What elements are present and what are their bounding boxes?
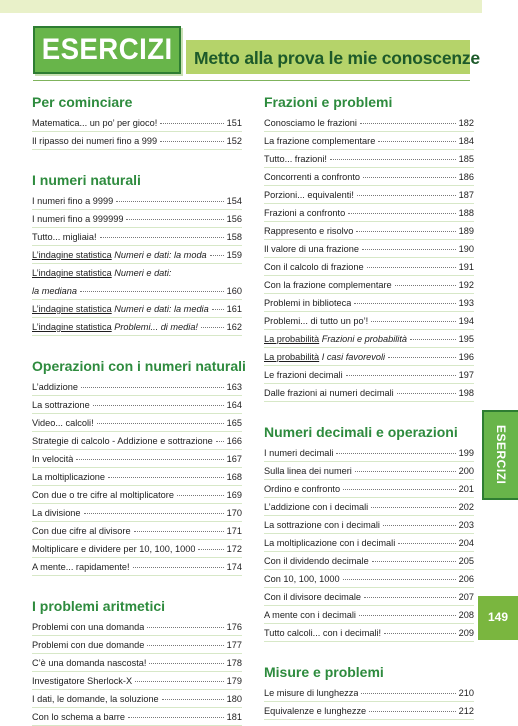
toc-entry-category: L’indagine statistica (32, 268, 112, 278)
page-number-badge (478, 596, 518, 640)
toc-entry-label: Problemi con una domanda (32, 622, 145, 632)
toc-entry-page: 194 (458, 316, 474, 326)
toc-entry-page: 164 (226, 400, 242, 410)
leader-dots (128, 717, 224, 718)
toc-entry-page: 189 (458, 226, 474, 236)
toc-entry-label (32, 264, 171, 282)
leader-dots (162, 699, 224, 700)
toc-entry[interactable] (264, 624, 474, 642)
leader-dots (356, 231, 455, 232)
toc-entry-category: L’indagine statistica (32, 304, 112, 314)
leader-dots (116, 201, 223, 202)
toc-entry-page: 158 (226, 232, 242, 242)
toc-entry[interactable] (264, 150, 474, 168)
toc-entry-page: 156 (226, 214, 242, 224)
toc-entry[interactable] (264, 444, 474, 462)
page-subtitle: Metto alla prova le mie conoscenze (194, 48, 480, 68)
toc-entry-label: Conosciamo le frazioni (264, 118, 357, 128)
leader-dots (76, 459, 223, 460)
toc-entry-label: L’addizione con i decimali (264, 502, 369, 512)
toc-entry[interactable] (32, 318, 242, 336)
toc-entry-page: 182 (458, 118, 474, 128)
toc-entry-page: 192 (458, 280, 474, 290)
toc-entry[interactable] (32, 132, 242, 150)
leader-dots (378, 141, 455, 142)
toc-entry-label: I numeri decimali (264, 448, 334, 458)
section-heading: I numeri naturali (32, 172, 141, 188)
toc-entry-topic: Problemi... di media! (111, 322, 198, 332)
toc-entry-label: Con due o tre cifre al moltiplicatore (32, 490, 174, 500)
leader-dots (198, 549, 223, 550)
toc-entry-page: 193 (458, 298, 474, 308)
toc-entry[interactable] (264, 366, 474, 384)
toc-entry-page: 184 (458, 136, 474, 146)
toc-entry-page: 179 (226, 676, 242, 686)
toc-entry-page: 200 (458, 466, 474, 476)
toc-entry-page: 188 (458, 208, 474, 218)
toc-entry[interactable] (32, 432, 242, 450)
toc-entry[interactable] (264, 312, 474, 330)
leader-dots (361, 693, 455, 694)
toc-entry[interactable] (32, 300, 242, 318)
toc-entry-page: 191 (458, 262, 474, 272)
toc-entry[interactable] (264, 534, 474, 552)
toc-entry-page: 159 (226, 250, 242, 260)
leader-dots (357, 195, 456, 196)
leader-dots (343, 489, 456, 490)
toc-entry-page: 181 (226, 712, 242, 722)
toc-entry[interactable] (264, 606, 474, 624)
toc-entry[interactable] (264, 114, 474, 132)
toc-entry[interactable] (264, 702, 474, 720)
page-title: ESERCIZI (41, 33, 173, 66)
toc-entry-label: La moltiplicazione con i decimali (264, 538, 396, 548)
toc-entry-page: 195 (458, 334, 474, 344)
toc-entry-category: La probabilità (264, 352, 320, 362)
toc-entry[interactable] (32, 192, 242, 210)
toc-entry[interactable] (32, 672, 242, 690)
leader-dots (93, 405, 224, 406)
toc-entry-page: 177 (226, 640, 242, 650)
leader-dots (147, 645, 223, 646)
toc-entry[interactable] (32, 708, 242, 726)
toc-entry-label (264, 330, 407, 348)
toc-entry-page: 185 (458, 154, 474, 164)
toc-entry-topic: Numeri e dati: la moda (111, 250, 207, 260)
leader-dots (348, 213, 455, 214)
toc-entry[interactable] (32, 618, 242, 636)
toc-entry-label: Rappresento e risolvo (264, 226, 354, 236)
leader-dots (367, 267, 456, 268)
leader-dots (363, 177, 456, 178)
leader-dots (81, 387, 224, 388)
leader-dots (134, 531, 224, 532)
toc-entry-label: Problemi in biblioteca (264, 298, 352, 308)
leader-dots (201, 327, 224, 328)
toc-entry-label: A mente con i decimali (264, 610, 356, 620)
toc-entry-label: Frazioni a confronto (264, 208, 346, 218)
toc-entry-label: Tutto... migliaia! (32, 232, 97, 242)
leader-dots (147, 627, 223, 628)
leader-dots (383, 525, 456, 526)
toc-entry[interactable] (264, 330, 474, 348)
toc-entry-label (32, 300, 209, 318)
leader-dots (371, 507, 455, 508)
leader-dots (397, 393, 456, 394)
toc-left-column (32, 94, 246, 726)
toc-entry[interactable] (264, 384, 474, 402)
leader-dots (343, 579, 456, 580)
toc-entry-label: Con il dividendo decimale (264, 556, 369, 566)
toc-entry-page: 209 (458, 628, 474, 638)
toc-entry-label: Problemi con due domande (32, 640, 145, 650)
toc-entry[interactable] (32, 210, 242, 228)
toc-entry-label: Sulla linea dei numeri (264, 466, 352, 476)
toc-entry-label: C’è una domanda nascosta! (32, 658, 147, 668)
leader-dots (369, 711, 455, 712)
toc-entry[interactable] (32, 246, 242, 264)
leader-dots (360, 123, 456, 124)
leader-dots (371, 321, 455, 322)
section-heading: Per cominciare (32, 94, 133, 110)
toc-entry-label: Equivalenze e lunghezze (264, 706, 367, 716)
toc-entry-label: Ordino e confronto (264, 484, 341, 494)
toc-entry-label: Il valore di una frazione (264, 244, 359, 254)
top-decor-bar (0, 0, 518, 13)
toc-entry[interactable] (32, 378, 242, 396)
toc-entry-page: 151 (226, 118, 242, 128)
toc-entry-page: 205 (458, 556, 474, 566)
toc-entry-page: 168 (226, 472, 242, 482)
leader-dots (160, 123, 223, 124)
toc-entry-page: 163 (226, 382, 242, 392)
toc-entry[interactable] (264, 240, 474, 258)
toc-entry[interactable] (32, 522, 242, 540)
toc-entry-category: L’indagine statistica (32, 250, 112, 260)
toc-entry[interactable] (264, 348, 474, 366)
toc-entry-label: Problemi... di tutto un po’! (264, 316, 369, 326)
toc-entry-page: 187 (458, 190, 474, 200)
toc-entry-label: Con il calcolo di frazione (264, 262, 364, 272)
toc-entry-page: 176 (226, 622, 242, 632)
leader-dots (135, 681, 224, 682)
toc-entry-page: 166 (226, 436, 242, 446)
toc-entry[interactable] (264, 552, 474, 570)
toc-entry[interactable] (32, 414, 242, 432)
toc-entry-label: I dati, le domande, la soluzione (32, 694, 159, 704)
toc-entry-page: 162 (226, 322, 242, 332)
toc-entry[interactable] (32, 654, 242, 672)
toc-entry[interactable] (264, 570, 474, 588)
toc-entry-label: La frazione complementare (264, 136, 376, 146)
toc-entry-label: In velocità (32, 454, 74, 464)
toc-entry-label: Con la frazione complementare (264, 280, 392, 290)
leader-dots (177, 495, 224, 496)
toc-entry-label: Tutto calcoli... con i decimali! (264, 628, 382, 638)
leader-dots (359, 615, 456, 616)
toc-entry-label: Porzioni... equivalenti! (264, 190, 354, 200)
toc-entry-page: 154 (226, 196, 242, 206)
toc-entry-page: 172 (226, 544, 242, 554)
toc-entry-label (32, 318, 198, 336)
toc-entry-label: La moltiplicazione (32, 472, 106, 482)
side-tab-label: ESERCIZI (494, 425, 508, 485)
toc-entry[interactable] (32, 396, 242, 414)
toc-entry-label: A mente... rapidamente! (32, 562, 130, 572)
side-tab (482, 410, 518, 500)
toc-entry[interactable] (264, 276, 474, 294)
leader-dots (395, 285, 456, 286)
right-margin (482, 0, 518, 640)
leader-dots (330, 159, 456, 160)
toc-entry-page: 180 (226, 694, 242, 704)
leader-dots (160, 141, 224, 142)
leader-dots (108, 477, 224, 478)
toc-entry-page: 170 (226, 508, 242, 518)
toc-entry-page: 201 (458, 484, 474, 494)
toc-entry-page: 206 (458, 574, 474, 584)
subtitle-band (186, 40, 480, 74)
toc-entry[interactable] (32, 282, 242, 300)
toc-entry-label: Matematica... un po’ per gioco! (32, 118, 158, 128)
toc-entry[interactable] (264, 186, 474, 204)
toc-entry-page: 208 (458, 610, 474, 620)
leader-dots (216, 441, 224, 442)
toc-entry[interactable] (32, 450, 242, 468)
toc-entry-page: 207 (458, 592, 474, 602)
toc-entry-page: 199 (458, 448, 474, 458)
toc-entry[interactable] (32, 264, 242, 282)
toc-entry[interactable] (32, 486, 242, 504)
toc-entry[interactable] (32, 540, 242, 558)
toc-entry-page: 204 (458, 538, 474, 548)
toc-entry[interactable] (32, 114, 242, 132)
section-heading: I problemi aritmetici (32, 598, 166, 614)
leader-dots (346, 375, 456, 376)
toc-entry[interactable] (264, 222, 474, 240)
leader-dots (149, 663, 223, 664)
leader-dots (372, 561, 456, 562)
leader-dots (84, 513, 224, 514)
toc-entry-label: Strategie di calcolo - Addizione e sottrazione (32, 436, 213, 446)
toc-entry-page: 152 (226, 136, 242, 146)
leader-dots (97, 423, 224, 424)
toc-entry-page: 169 (226, 490, 242, 500)
section-heading: Operazioni con i numeri naturali (32, 358, 246, 374)
toc-entry-page: 165 (226, 418, 242, 428)
toc-entry-topic: Numeri e dati: (111, 268, 172, 278)
toc-entry-page: 171 (226, 526, 242, 536)
toc-entry-label: Tutto... frazioni! (264, 154, 327, 164)
leader-dots (384, 633, 456, 634)
title-box (33, 26, 181, 74)
leader-dots (355, 471, 456, 472)
toc-entry-label (264, 348, 385, 366)
leader-dots (336, 453, 455, 454)
leader-dots (126, 219, 223, 220)
toc-entry-page: 167 (226, 454, 242, 464)
toc-entry[interactable] (264, 684, 474, 702)
toc-entry-page: 210 (458, 688, 474, 698)
toc-entry-label: Concorrenti a confronto (264, 172, 361, 182)
toc-entry-label: Con il divisore decimale (264, 592, 362, 602)
leader-dots (398, 543, 455, 544)
toc-entry[interactable] (264, 588, 474, 606)
leader-dots (354, 303, 455, 304)
leader-dots (100, 237, 224, 238)
toc-entry-label: La divisione (32, 508, 81, 518)
toc-entry-label: Dalle frazioni ai numeri decimali (264, 388, 394, 398)
toc-entry-page: 212 (458, 706, 474, 716)
toc-entry-page: 203 (458, 520, 474, 530)
page-number: 149 (487, 610, 509, 624)
toc-entry[interactable] (32, 504, 242, 522)
toc-entry[interactable] (32, 468, 242, 486)
toc-entry[interactable] (264, 516, 474, 534)
toc-entry[interactable] (264, 168, 474, 186)
leader-dots (388, 357, 456, 358)
toc-entry-page: 160 (226, 286, 242, 296)
toc-entry[interactable] (264, 294, 474, 312)
toc-entry[interactable] (264, 204, 474, 222)
section-heading: Numeri decimali e operazioni (264, 424, 458, 440)
toc-entry-label: L’addizione (32, 382, 78, 392)
toc-entry-topic: I casi favorevoli (319, 352, 386, 362)
toc-entry-label: Le misure di lunghezza (264, 688, 359, 698)
toc-entry[interactable] (32, 636, 242, 654)
toc-entry-page: 174 (226, 562, 242, 572)
leader-dots (364, 597, 456, 598)
toc-entry-page: 190 (458, 244, 474, 254)
toc-entry-page: 178 (226, 658, 242, 668)
toc-entry[interactable] (264, 132, 474, 150)
toc-entry-label: la mediana (32, 286, 77, 296)
toc-entry-label: Moltiplicare e dividere per 10, 100, 1000 (32, 544, 196, 554)
toc-entry[interactable] (264, 462, 474, 480)
toc-entry[interactable] (264, 258, 474, 276)
header-divider (33, 80, 470, 81)
toc-entry-category: L’indagine statistica (32, 322, 112, 332)
toc-entry[interactable] (264, 480, 474, 498)
leader-dots (133, 567, 224, 568)
toc-entry-page: 161 (226, 304, 242, 314)
toc-entry-page: 202 (458, 502, 474, 512)
toc-entry-label: Con 10, 100, 1000 (264, 574, 340, 584)
toc-entry[interactable] (32, 558, 242, 576)
toc-entry[interactable] (32, 690, 242, 708)
toc-entry-label: Il ripasso dei numeri fino a 999 (32, 136, 158, 146)
toc-entry-label: La sottrazione (32, 400, 90, 410)
toc-right-column (264, 94, 474, 720)
toc-entry-label: Video... calcoli! (32, 418, 94, 428)
leader-dots (80, 291, 224, 292)
toc-entry-label (32, 246, 207, 264)
toc-entry[interactable] (264, 498, 474, 516)
toc-entry-page: 186 (458, 172, 474, 182)
toc-entry-page: 197 (458, 370, 474, 380)
leader-dots (362, 249, 456, 250)
toc-entry-label: Le frazioni decimali (264, 370, 343, 380)
toc-entry-label: Investigatore Sherlock-X (32, 676, 133, 686)
toc-entry-page: 198 (458, 388, 474, 398)
toc-entry-label: I numeri fino a 999999 (32, 214, 124, 224)
leader-dots (212, 309, 224, 310)
toc-entry-label: Con due cifre al divisore (32, 526, 131, 536)
section-heading: Misure e problemi (264, 664, 384, 680)
leader-dots (210, 255, 224, 256)
toc-entry-topic: Frazioni e probabilità (319, 334, 408, 344)
toc-entry-label: La sottrazione con i decimali (264, 520, 380, 530)
toc-entry-topic: Numeri e dati: la media (111, 304, 209, 314)
toc-entry-label: Con lo schema a barre (32, 712, 125, 722)
toc-entry-category: La probabilità (264, 334, 320, 344)
toc-entry[interactable] (32, 228, 242, 246)
section-heading: Frazioni e problemi (264, 94, 393, 110)
toc-entry-label: I numeri fino a 9999 (32, 196, 114, 206)
leader-dots (410, 339, 456, 340)
toc-entry-page: 196 (458, 352, 474, 362)
